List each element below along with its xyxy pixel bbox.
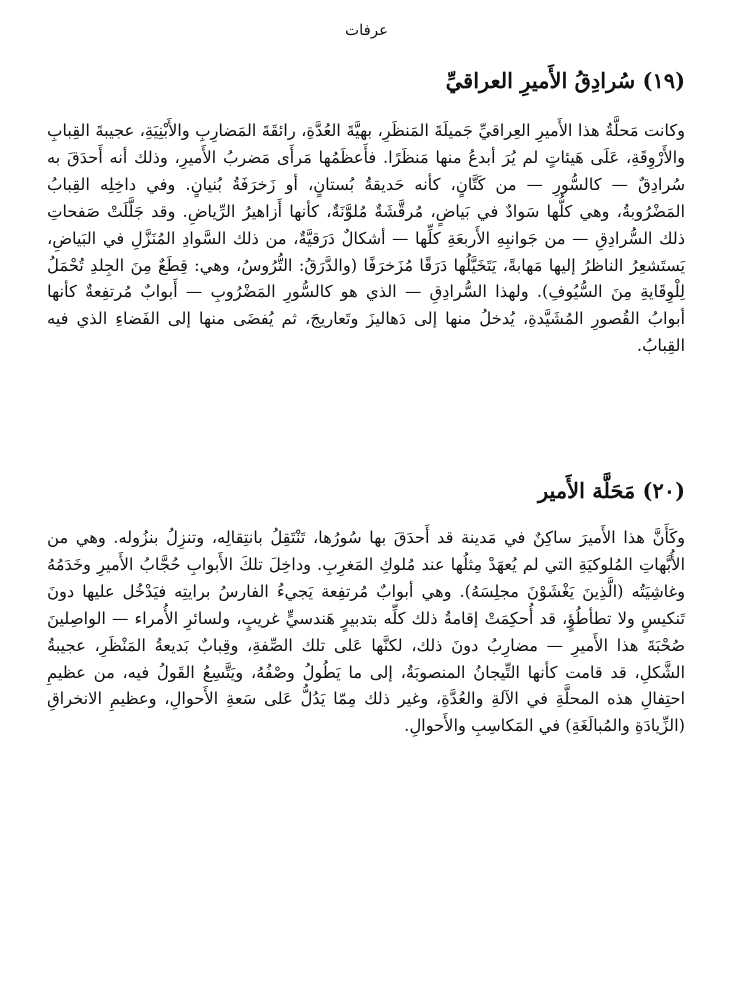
section-title-19: (١٩) سُرادِقُ الأَميرِ العراقيِّ: [445, 68, 685, 93]
running-header: عرفات: [344, 21, 389, 39]
section-body-19: وكانت مَحلَّةُ هذا الأَميرِ العِراقيِّ جَميلَةَ المَنظَرِ، بهيَّةَ العُدَّةِ، رائقَةَ المَضارِبِ والأَبْنِيَةِ، عجيبةَ القِبابِ والأَرْوِقَةِ، عَلَى هَيئاتٍ لم يُرَ أبدعُ منها مَنظَرًا. فأَعظَمُها مَرأَى مَضربُ الأَميرِ، وذلك أنه أَحدَقَ به سُرادِقٌ — كالسُّورِ — من كَتَّانٍ، كأنه حَديقةُ بُستانٍ، أو زَخرَفَةُ بُنيانٍ. وفي داخِلِه القِبابُ المَضْرُوبةُ، وهي كلُّها سَوادٌ في بَياضٍ، مُرقَّشَةٌ مُلوَّنَةٌ، كأنها أَزاهيرُ الرِّياضِ. وقد جَلَّلَتْ صَفحاتِ ذلك السُّرادِقِ — من جَوانبِهِ الأَربعَةِ كلِّها — أشكالٌ دَرَقيَّةٌ، من ذلك السَّوادِ المُنَزَّلِ في البَياضِ، يَستَشعِرُ الناظرُ إليها مَهابةً، يَتَخَيَّلُها دَرَقًا مُزَخرَفًا (والدَّرَقُ: التُّرُوسُ، وهي: قِطَعٌ مِنَ الجِلدِ تُحْمَلُ لِلْوِقَايةِ مِنَ السُّيُوفِ). ولهذا السُّرادِقِ — الذي هو كالسُّورِ المَضْرُوبِ — أَبوابٌ مُرتفِعةٌ كأنها أبوابُ القُصورِ المُشَيَّدةِ، يُدخلُ منها إلى دَهاليزَ وتَعاريجَ، ثم يُفضَى منها إلى الفَضاءِ الذي فيه القِبابُ.: [47, 121, 685, 356]
section-body-20: وكَأَنَّ هذا الأَميرَ ساكِنٌ في مَدينة قد أَحدَقَ بها سُورُها، تَنْتَقِلُ بانتِقالِه، وتنزِلُ بنزُوله. وهي من الأُبَّهاتِ المُلوكيَةِ التي لم يُعهَدْ مِثلُها عند مُلوكِ المَغرِبِ. وداخِلَ تلكَ الأَبوابِ حُجَّابُ الأَميرِ وخَدَمُهُ وغاشِيَتُه (الَّذِينَ يَغْشَوْنَ مجلِسَهُ). وهي أبوابٌ مُرتفِعة يَجيءُ الفارسُ برايتِه فيَدْخُل عليها دونَ تَنكيسٍ ولا تطأطُؤٍ، قد أُحكِمَتْ إقامةُ ذلك كلِّه بتدبيرٍ هَندسيٍّ غريبٍ، ولسائرِ الأُمراء — الواصِلينَ صُحْبَةَ هذا الأَميرِ — مضارِبُ دونَ ذلك، لكنَّها عَلى تلك الصِّفةِ، وقِبابٌ بَديعةُ المَنْظَرِ، عجيبةُ الشَّكلِ، قد قامت كأنها التِّيجانُ المنصوبَةُ، إلى ما يَطُولُ وصْفُهُ، ويَتَّسِعُ القَولُ فيه، من عظيمِ احتِفالِ هذه المحلَّةِ في الآلةِ والعُدَّةِ، وغير ذلك مِمّا يَدُلُّ عَلى سَعةِ الأَحوالِ، وعظيمِ الانخراقِ (الزِّيادَةِ والمُبالَغَةِ) في المَكاسِبِ والأَحوالِ.: [47, 528, 685, 736]
section-title-20: (٢٠) مَحَلَّة الأَمير: [537, 478, 685, 503]
